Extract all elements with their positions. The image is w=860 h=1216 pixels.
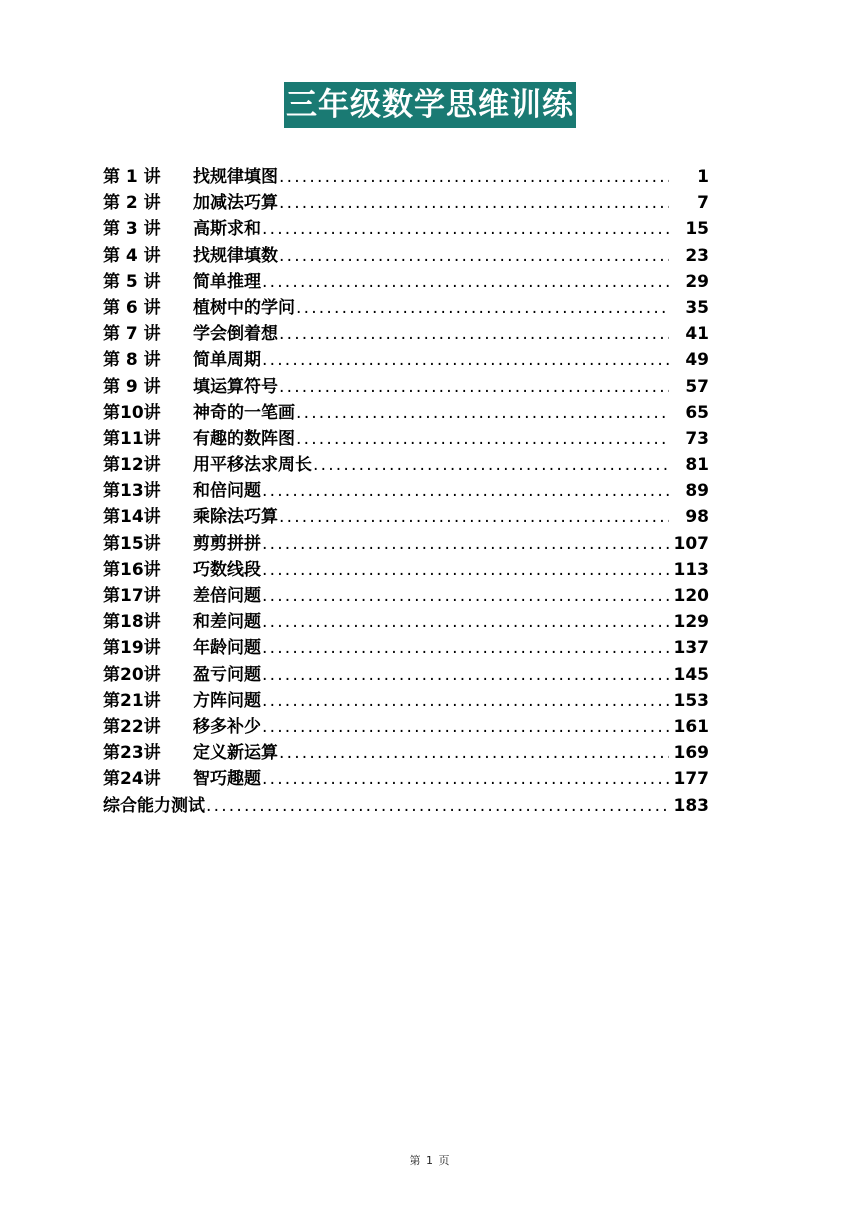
toc-entry[interactable] (103, 607, 709, 633)
toc-page-number: 177 (673, 769, 709, 790)
toc-entry[interactable] (103, 633, 709, 659)
toc-lecture-number: 第14讲 (103, 507, 161, 528)
toc-entry[interactable] (103, 686, 709, 712)
toc-entry-title: 学会倒着想 (193, 324, 278, 345)
toc-lecture-number: 第24讲 (103, 769, 161, 790)
toc-lecture-number: 第20讲 (103, 664, 161, 685)
toc-dot-leader (262, 586, 669, 606)
toc-entry-title: 找规律填数 (193, 245, 278, 266)
toc-page-number: 29 (685, 271, 709, 292)
toc-entry[interactable] (103, 660, 709, 686)
toc-lecture-number: 第13讲 (103, 481, 161, 502)
toc-entry-body (193, 424, 669, 449)
toc-entry[interactable] (103, 555, 709, 581)
toc-page-number: 89 (685, 481, 709, 502)
toc-dot-leader (262, 612, 669, 632)
toc-dot-leader (262, 534, 669, 554)
toc-entry[interactable] (103, 293, 709, 319)
toc-entry-title: 找规律填图 (193, 167, 278, 187)
document-title: 三年级数学思维训练 (284, 82, 576, 128)
toc-dot-leader (262, 769, 669, 789)
toc-entry-body (193, 712, 669, 737)
toc-page-number: 35 (685, 297, 709, 318)
toc-entry-body (193, 555, 669, 580)
toc-page-number: 41 (685, 324, 709, 345)
toc-entry-title: 高斯求和 (193, 219, 261, 240)
toc-entry-body (193, 319, 669, 344)
toc-entry-body (193, 476, 669, 501)
toc-lecture-number: 第 1 讲 (103, 167, 161, 187)
toc-entry-body (193, 660, 669, 685)
toc-entry-body (193, 764, 669, 789)
toc-entry[interactable] (103, 345, 709, 371)
toc-lecture-number: 第10讲 (103, 402, 161, 423)
toc-entry-title: 移多补少 (193, 716, 261, 737)
toc-entry-title: 盈亏问题 (193, 664, 261, 685)
toc-lecture-number: 第 9 讲 (103, 376, 161, 397)
toc-entry[interactable] (103, 581, 709, 607)
toc-entry-title: 用平移法求周长 (193, 455, 312, 476)
toc-entry-title: 填运算符号 (193, 376, 278, 397)
toc-dot-leader (279, 193, 669, 213)
toc-entry[interactable] (103, 791, 709, 817)
toc-dot-leader (279, 324, 669, 344)
toc-page-number: 15 (685, 219, 709, 240)
toc-dot-leader (262, 350, 669, 370)
toc-entry-body (193, 372, 669, 397)
toc-lecture-number: 第21讲 (103, 690, 161, 711)
toc-entry[interactable] (103, 267, 709, 293)
toc-entry-title: 差倍问题 (193, 586, 261, 606)
toc-entry[interactable] (103, 502, 709, 528)
toc-entry-body (193, 345, 669, 370)
toc-lecture-number: 第12讲 (103, 455, 161, 476)
toc-entry-title: 方阵问题 (193, 690, 261, 711)
toc-entry-body (193, 162, 669, 187)
toc-page-number: 107 (673, 533, 709, 554)
toc-page-number: 57 (685, 376, 709, 397)
toc-entry-body (193, 267, 669, 292)
toc-dot-leader (279, 246, 669, 266)
toc-dot-leader (279, 167, 669, 187)
toc-dot-leader (262, 560, 669, 580)
toc-dot-leader (262, 272, 669, 292)
toc-entry[interactable] (103, 450, 709, 476)
toc-entry[interactable] (103, 214, 709, 240)
toc-entry[interactable] (103, 162, 709, 188)
toc-entry[interactable] (103, 188, 709, 214)
toc-lecture-number: 第16讲 (103, 559, 161, 580)
toc-entry-title: 剪剪拼拼 (193, 533, 261, 554)
toc-dot-leader (296, 298, 669, 318)
toc-entry-body (193, 214, 669, 239)
toc-entry[interactable] (103, 764, 709, 790)
toc-page-number: 145 (673, 664, 709, 685)
toc-entry[interactable] (103, 476, 709, 502)
toc-page-number: 49 (685, 350, 709, 371)
toc-entry-body (103, 791, 669, 816)
toc-lecture-number: 第15讲 (103, 533, 161, 554)
toc-page-number: 113 (673, 559, 709, 580)
toc-lecture-number: 第 3 讲 (103, 219, 161, 240)
toc-dot-leader (313, 455, 669, 475)
toc-page-number: 169 (673, 743, 709, 764)
toc-dot-leader (262, 481, 669, 501)
toc-entry-title: 简单周期 (193, 350, 261, 371)
toc-dot-leader (296, 403, 669, 423)
toc-lecture-number: 第 7 讲 (103, 324, 161, 345)
toc-entry-body (193, 529, 669, 554)
toc-dot-leader (279, 507, 669, 527)
toc-dot-leader (262, 717, 669, 737)
toc-entry-body (193, 607, 669, 632)
title-container (0, 82, 860, 128)
toc-page-number: 129 (673, 612, 709, 633)
toc-entry-body (193, 502, 669, 527)
toc-dot-leader (279, 743, 669, 763)
toc-entry-title: 和倍问题 (193, 481, 261, 502)
toc-entry-title: 定义新运算 (193, 743, 278, 764)
toc-entry-title: 巧数线段 (193, 559, 261, 580)
toc-entry-body (193, 450, 669, 475)
toc-entry-body (193, 581, 669, 606)
toc-lecture-number: 第 2 讲 (103, 193, 161, 214)
toc-lecture-number: 第19讲 (103, 638, 161, 659)
toc-entry-title: 有趣的数阵图 (193, 428, 295, 449)
toc-page-number: 183 (673, 795, 709, 816)
toc-entry[interactable] (103, 424, 709, 450)
toc-entry-body (193, 293, 669, 318)
toc-lecture-number: 第23讲 (103, 743, 161, 764)
toc-dot-leader (262, 691, 669, 711)
toc-lecture-number: 第22讲 (103, 716, 161, 737)
toc-lecture-number: 第11讲 (103, 428, 161, 449)
toc-page-number: 1 (697, 167, 709, 187)
toc-entry-body (193, 686, 669, 711)
toc-lecture-number: 第 8 讲 (103, 350, 161, 371)
toc-entry-body (193, 633, 669, 658)
toc-dot-leader (206, 796, 669, 816)
toc-dot-leader (262, 638, 669, 658)
toc-entry-body (193, 241, 669, 266)
toc-entry-body (193, 738, 669, 763)
toc-lecture-number: 第 6 讲 (103, 297, 161, 318)
toc-entry-title: 智巧趣题 (193, 769, 261, 790)
toc-lecture-number: 第 5 讲 (103, 271, 161, 292)
toc-entry-title: 和差问题 (193, 612, 261, 633)
toc-dot-leader (262, 665, 669, 685)
toc-entry-title: 加减法巧算 (193, 193, 278, 214)
toc-page-number: 98 (685, 507, 709, 528)
table-of-contents (103, 162, 709, 817)
toc-entry-body (193, 188, 669, 213)
toc-page-number: 23 (685, 245, 709, 266)
toc-page-number: 137 (673, 638, 709, 659)
toc-lecture-number: 第17讲 (103, 586, 161, 606)
toc-entry[interactable] (103, 712, 709, 738)
toc-entry-title: 植树中的学问 (193, 297, 295, 318)
toc-page-number: 81 (685, 455, 709, 476)
toc-entry[interactable] (103, 529, 709, 555)
toc-page-number: 7 (697, 193, 709, 214)
toc-entry[interactable] (103, 398, 709, 424)
page-footer: 第 1 页 (409, 1154, 451, 1167)
toc-entry-title: 乘除法巧算 (193, 507, 278, 528)
toc-page-number: 153 (673, 690, 709, 711)
toc-page-number: 120 (673, 586, 709, 606)
toc-entry[interactable] (103, 738, 709, 764)
toc-page-number: 73 (685, 428, 709, 449)
toc-entry[interactable] (103, 319, 709, 345)
toc-entry[interactable] (103, 241, 709, 267)
toc-page-number: 161 (673, 716, 709, 737)
toc-entry-title: 神奇的一笔画 (193, 402, 295, 423)
toc-page-number: 65 (685, 402, 709, 423)
toc-dot-leader (262, 219, 669, 239)
toc-entry-body (193, 398, 669, 423)
toc-entry[interactable] (103, 372, 709, 398)
toc-entry-title: 综合能力测试 (103, 795, 205, 816)
toc-dot-leader (279, 377, 669, 397)
toc-entry-title: 年龄问题 (193, 638, 261, 659)
toc-lecture-number: 第 4 讲 (103, 245, 161, 266)
toc-dot-leader (296, 429, 669, 449)
toc-lecture-number: 第18讲 (103, 612, 161, 633)
toc-entry-title: 简单推理 (193, 271, 261, 292)
